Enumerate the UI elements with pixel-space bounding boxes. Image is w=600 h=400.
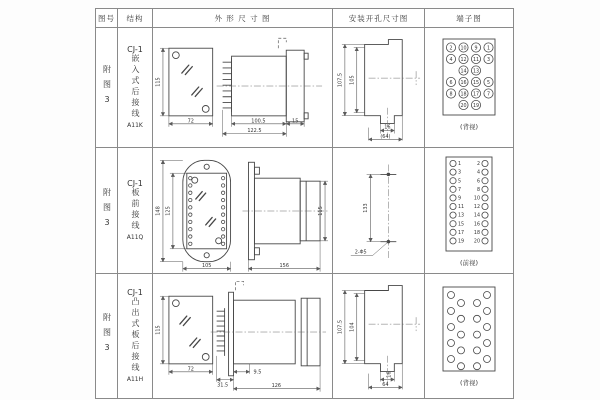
mounting-drawing-1 [333,28,424,148]
header-outline-label: 外 形 尺 寸 图 [214,13,271,23]
struct-cell-2 [118,148,153,274]
header-outline [153,9,333,28]
hatch-mark-icon [192,87,202,96]
svg-text:17: 17 [458,230,465,236]
fig-number: 附图3 [102,64,112,111]
fig-number: 附图3 [102,187,112,234]
terminal-grid-2 [450,160,488,244]
dim-label: 115 [155,76,162,87]
dim-label: 105 [201,262,212,269]
svg-text:19: 19 [472,103,480,109]
dim-label: 16 [384,124,391,131]
type-code: A11H [126,376,144,384]
dim-label: 126 [271,383,282,390]
dim-label: 115 [318,205,325,216]
header-mounting [333,9,425,28]
dim-label: 107.5 [337,320,344,335]
svg-text:13: 13 [472,68,480,74]
header-structure [118,9,153,28]
fig-number: 附图3 [102,313,112,359]
terminal-grid-1 [446,42,493,109]
mounting-cell-1 [333,28,425,148]
svg-text:5: 5 [458,178,462,184]
svg-text:18: 18 [473,230,480,236]
svg-text:15: 15 [458,221,465,227]
svg-text:4: 4 [476,170,480,176]
svg-text:12: 12 [460,57,467,63]
header-structure-label: 结构 [126,13,144,23]
outline-drawing-3 [153,274,332,398]
svg-text:3: 3 [458,170,462,176]
svg-text:2: 2 [476,161,480,167]
hatch-mark-icon [196,191,206,200]
terminal-drawing-2 [425,148,513,274]
dim-label: 31.5 [217,382,229,389]
dim-label: (64) [380,133,391,140]
terminal-cell-3 [425,274,513,398]
dim-label: 133 [363,202,370,213]
outline-cell-1 [153,28,333,148]
svg-text:10: 10 [460,45,467,51]
dim-label: 148 [155,205,162,216]
structure-label: 板前接线 [131,188,140,233]
model-label: CJ-1 [127,178,143,188]
svg-text:14: 14 [473,213,480,219]
terminal-grid-3 [448,292,491,370]
hatch-mark-icon [190,338,200,347]
terminal-drawing-1 [425,28,513,148]
view-label: (背视) [459,379,479,387]
mounting-drawing-2 [333,148,424,274]
svg-text:11: 11 [472,57,480,63]
fig-cell-3 [96,274,118,398]
structure-label: 嵌入式后接线 [131,54,140,121]
model-label: CJ-1 [127,44,143,54]
dim-label: 125 [165,205,172,216]
svg-text:1: 1 [486,45,491,51]
view-label: (前视) [459,258,479,267]
front-view [169,48,213,116]
svg-text:16: 16 [460,80,467,86]
svg-text:13: 13 [458,213,465,219]
hatch-mark-icon [180,316,190,325]
header-terminal [425,9,513,28]
side-view [211,281,326,375]
svg-text:8: 8 [449,91,453,97]
structure-label: 凸出式板后接线 [131,297,140,375]
dim-label: 15 [292,117,299,124]
svg-text:3: 3 [486,57,491,63]
svg-text:11: 11 [458,204,465,210]
svg-text:7: 7 [486,91,491,97]
dim-label: 105 [349,74,356,85]
header-terminal-label: 端子图 [456,13,482,23]
dim-label: 72 [187,117,194,124]
svg-text:16: 16 [473,221,480,227]
dim-label: 72 [187,366,194,373]
struct-cell-1 [118,28,153,148]
dim-label: 2-Φ5 [354,249,367,256]
dim-label: 107.5 [337,72,344,87]
type-code: A11K [127,122,143,130]
svg-text:19: 19 [458,239,465,244]
hook-icon [236,281,244,290]
svg-text:14: 14 [460,68,467,74]
view-label: (背视) [459,122,479,131]
hatch-mark-icon [206,217,216,226]
outline-cell-3 [153,274,333,398]
terminal-cell-2 [425,148,513,274]
plate-terminal-dots [189,176,225,245]
dim-label: 64 [382,381,389,388]
dim-label: 156 [279,262,290,269]
svg-text:6: 6 [449,80,453,86]
svg-text:7: 7 [458,187,462,193]
svg-text:8: 8 [476,187,480,193]
front-view [183,160,231,261]
mounting-cell-2 [333,148,425,274]
svg-text:20: 20 [460,103,467,109]
header-fig-no-label: 图号 [98,13,115,23]
front-view [169,296,213,364]
svg-text:9: 9 [458,196,462,201]
dim-label: 115 [155,325,162,335]
svg-text:1: 1 [458,161,462,167]
struct-cell-3 [118,274,153,398]
svg-text:15: 15 [472,80,480,86]
outline-drawing-2 [153,148,332,274]
dim-label: 16 [386,371,393,378]
hatch-mark-icon [182,65,192,74]
svg-text:12: 12 [473,204,480,210]
dim-label: 9.5 [253,369,262,376]
svg-text:17: 17 [472,91,480,97]
model-label: CJ-1 [127,287,143,297]
fig-cell-2 [96,148,118,274]
svg-text:10: 10 [473,196,480,201]
outline-cell-2 [153,148,333,274]
mounting-drawing-3 [333,274,424,398]
dim-label: 100.5 [251,117,266,124]
outline-drawing-1 [153,28,332,148]
svg-text:5: 5 [486,80,491,86]
svg-text:2: 2 [449,45,453,51]
svg-text:4: 4 [449,57,453,63]
hook-icon [278,38,286,48]
header-fig-no [96,9,118,28]
side-view [217,38,322,122]
svg-text:18: 18 [460,91,467,97]
svg-text:9: 9 [474,45,478,51]
terminal-cell-1 [425,28,513,148]
header-mounting-label: 安装开孔尺寸图 [348,13,409,23]
spec-table [95,8,514,399]
fig-cell-1 [96,28,118,148]
side-view [243,162,329,259]
mounting-cell-3 [333,274,425,398]
dim-label: 104 [349,322,356,332]
type-code: A11Q [126,234,144,242]
svg-text:20: 20 [473,239,480,244]
dim-label: 122.5 [247,127,262,134]
svg-text:6: 6 [476,178,480,184]
terminal-drawing-3 [425,274,513,398]
